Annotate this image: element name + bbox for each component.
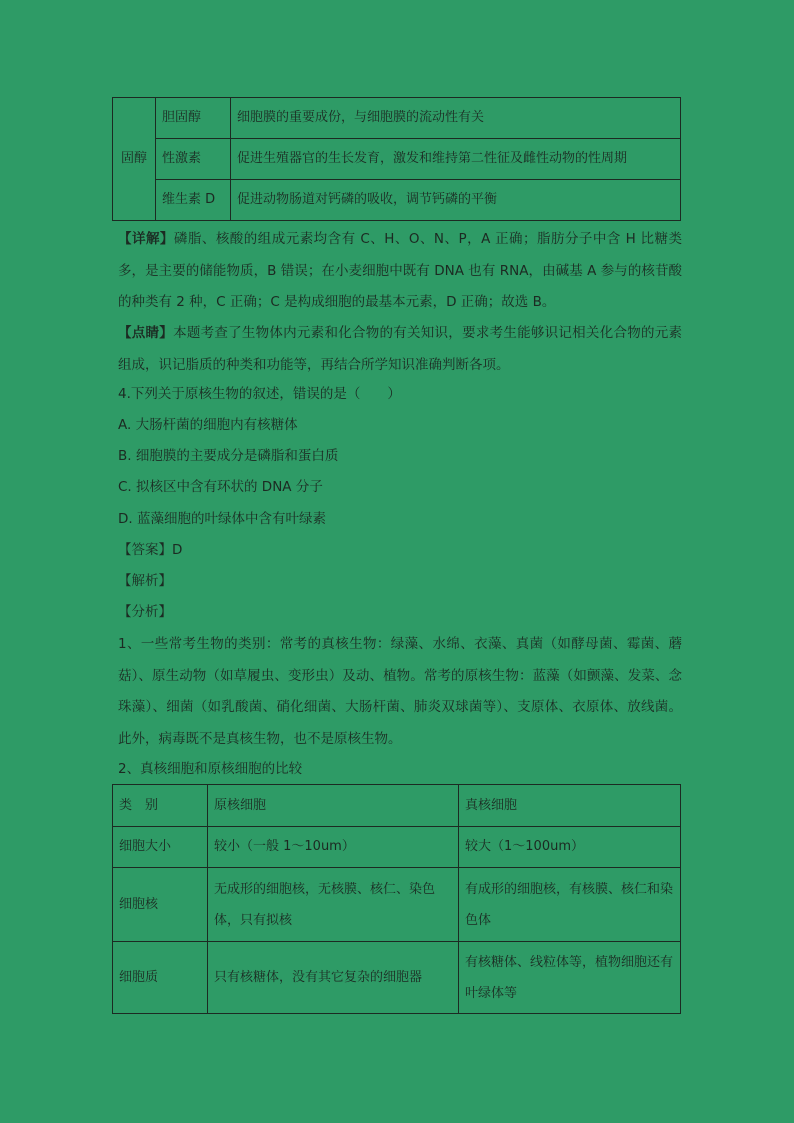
answer-line: 【答案】D bbox=[118, 542, 183, 558]
table-row bbox=[113, 827, 681, 868]
table-cell: 胆固醇 bbox=[156, 98, 231, 139]
table-header: 原核细胞 bbox=[208, 785, 459, 827]
table-row bbox=[113, 868, 681, 942]
option-b: B. 细胞膜的主要成分是磷脂和蛋白质 bbox=[118, 448, 339, 464]
table-row bbox=[113, 180, 681, 221]
table-cell: 促进生殖器官的生长发育，激发和维持第二性征及雌性动物的性周期 bbox=[231, 139, 681, 180]
question-stem: 4.下列关于原核生物的叙述，错误的是（ ） bbox=[118, 386, 401, 402]
option-d: D. 蓝藻细胞的叶绿体中含有叶绿素 bbox=[118, 511, 326, 527]
table-cell: 有成形的细胞核，有核膜、核仁和染色体 bbox=[459, 868, 681, 942]
lipid-table bbox=[112, 97, 681, 221]
option-c: C. 拟核区中含有环状的 DNA 分子 bbox=[118, 479, 323, 495]
table-cell: 细胞质 bbox=[113, 942, 208, 1014]
detail-paragraph bbox=[118, 224, 682, 319]
table-cell: 有核糖体、线粒体等，植物细胞还有叶绿体等 bbox=[459, 942, 681, 1014]
table-header: 真核细胞 bbox=[459, 785, 681, 827]
point-1-paragraph: 1、一些常考生物的类别：常考的真核生物：绿藻、水绵、衣藻、真菌（如酵母菌、霉菌、蘑菇）、原生动物（如草履虫、变形虫）及动、植物。常考的原核生物：蓝藻（如颤藻、发菜、念珠藻）、细菌（如乳酸菌、硝化细菌、大肠杆菌、肺炎双球菌等）、支原体、衣原体、放线菌。此外，病毒既不是真核生物，也不是原核生物。 bbox=[118, 636, 682, 747]
table-cell: 无成形的细胞核，无核膜、核仁、染色体，只有拟核 bbox=[208, 868, 459, 942]
table-header: 类 别 bbox=[113, 785, 208, 827]
table-cell: 较大（1～100um） bbox=[459, 827, 681, 868]
table-cell: 性激素 bbox=[156, 139, 231, 180]
table-cell: 促进动物肠道对钙磷的吸收，调节钙磷的平衡 bbox=[231, 180, 681, 221]
analyze-label: 【分析】 bbox=[118, 604, 172, 620]
table-cell: 只有核糖体，没有其它复杂的细胞器 bbox=[208, 942, 459, 1014]
comment-paragraph bbox=[118, 318, 682, 381]
table-row bbox=[113, 942, 681, 1014]
group-label-cell: 固醇 bbox=[113, 98, 156, 221]
table-cell: 细胞膜的重要成份，与细胞膜的流动性有关 bbox=[231, 98, 681, 139]
option-a: A. 大肠杆菌的细胞内有核糖体 bbox=[118, 417, 298, 433]
analysis-label: 【解析】 bbox=[118, 573, 172, 589]
table-cell: 维生素 D bbox=[156, 180, 231, 221]
table-header-row bbox=[113, 785, 681, 827]
detail-text: 磷脂、核酸的组成元素均含有 C、H、O、N、P，A 正确；脂肪分子中含 H 比糖类多，是主要的储能物质，B 错误；在小麦细胞中既有 DNA 也有 RNA，由碱基 A 参与的核苷酸的种类有 2 种，C 正确；C 是构成细胞的最基本元素，D 正确；故选 B。 bbox=[118, 231, 682, 310]
point-2-heading: 2、真核细胞和原核细胞的比较 bbox=[118, 761, 303, 777]
cell-comparison-table bbox=[112, 784, 681, 1014]
table-row bbox=[113, 139, 681, 180]
table-row bbox=[113, 98, 681, 139]
table-cell: 细胞大小 bbox=[113, 827, 208, 868]
table-cell: 较小（一般 1～10um） bbox=[208, 827, 459, 868]
table-cell: 细胞核 bbox=[113, 868, 208, 942]
comment-label: 【点睛】 bbox=[118, 325, 174, 341]
detail-label: 【详解】 bbox=[118, 231, 174, 247]
comment-text: 本题考查了生物体内元素和化合物的有关知识，要求考生能够识记相关化合物的元素组成，识记脂质的种类和功能等，再结合所学知识准确判断各项。 bbox=[118, 325, 683, 373]
